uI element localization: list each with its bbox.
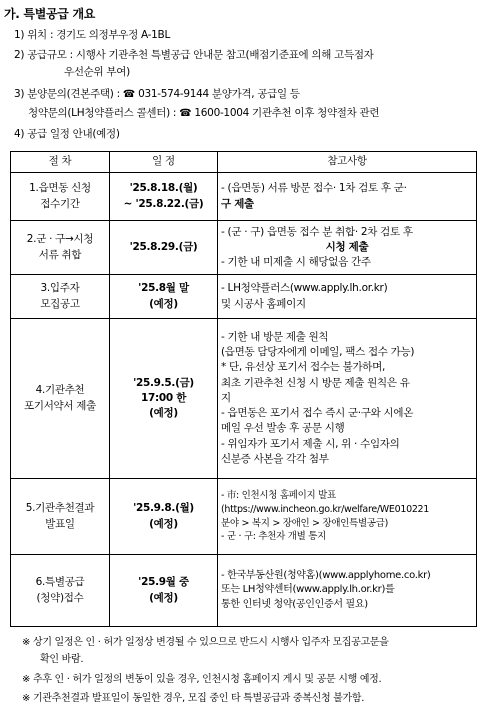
table-row <box>11 221 477 275</box>
step-cell: 2.군 · 구→시청 서류 취합 <box>11 221 110 275</box>
inquiry-line2-suffix: 1600-1004 기관추천 이후 청약절차 관련 <box>194 107 380 119</box>
schedule-table <box>10 151 477 627</box>
table-header-row <box>11 152 477 173</box>
inquiry-line1-suffix: 031-574-9144 분양가격, 공급일 등 <box>138 88 300 100</box>
phone-icon: ☎ <box>122 89 136 100</box>
inquiry-line1-prefix: 3) 분양문의(견본주택) : <box>14 88 120 100</box>
notes-cell: - 市: 인천시청 홈페이지 발표 (https://www.incheon.go.kr/welfare/WE010221 분야 > 복지 > 장애인 > 장애인특별공급) - 군 · 구: 추천자 개별 통지 <box>218 479 477 555</box>
section-title: 가. 특별공급 개요 <box>4 7 96 21</box>
phone-icon: ☎ <box>179 108 192 119</box>
overview-location: 1) 위치 : 경기도 의정부우정 A-1BL <box>14 29 171 41</box>
notes-cell: - (읍면동) 서류 방문 접수· 1차 검토 후 군· 구 제출 <box>218 173 477 221</box>
overview-inquiry-line1 <box>14 87 300 103</box>
step-cell: 3.입주자 모집공고 <box>11 275 110 319</box>
date-cell: '25.8.18.(월) ~ '25.8.22.(금) <box>110 173 218 221</box>
header-notes: 참고사항 <box>218 152 477 173</box>
inquiry-line2-prefix: 청약문의(LH청약플러스 콜센터) : <box>28 107 177 119</box>
notes-cell: - LH청약플러스(www.apply.lh.or.kr) 및 시공사 홈페이지 <box>218 275 477 319</box>
date-cell: '25.8.29.(금) <box>110 221 218 275</box>
overview-inquiry-line2 <box>28 106 379 122</box>
header-step: 절 차 <box>11 152 110 173</box>
date-cell: '25.9월 중 (예정) <box>110 555 218 627</box>
footnote: 확인 바람. <box>40 654 84 665</box>
notes-cell: - 기한 내 방문 제출 원칙 (읍면동 담당자에게 이메일, 팩스 접수 가능) * 단, 유선상 포기서 접수는 불가하며, 최초 기관추천 신청 시 방문 제출 원칙은 유 지 - 읍면동은 포기서 접수 즉시 군·구와 시에온 메일 우선 발송 후 공문 시행 - 위임자가 포기서 제출 시, 위 · 수임자의 신분증 사본을 각각 첨부 <box>218 319 477 479</box>
step-cell: 4.기관추천 포기서약서 제출 <box>11 319 110 479</box>
table-row <box>11 275 477 319</box>
footnote: ※ 추후 인 · 허가 일정의 변동이 있을 경우, 인천시청 홈페이지 게시 및 공문 시행 예정. <box>22 674 382 685</box>
table-row <box>11 173 477 221</box>
date-cell: '25.9.8.(월) (예정) <box>110 479 218 555</box>
notes-cell: - 한국부동산원(청약홈)(www.applyhome.co.kr) 또는 LH청약센터(www.apply.lh.or.kr)를 통한 인터넷 청약(공인인증서 필요) <box>218 555 477 627</box>
table-row <box>11 479 477 555</box>
step-cell: 5.기관추천결과 발표일 <box>11 479 110 555</box>
footnote: ※ 상기 일정은 인 · 허가 일정상 변경될 수 있으므로 반드시 시행사 입주자 모집공고문을 <box>22 637 389 648</box>
footnote: ※ 기관추천결과 발표일이 동일한 경우, 모집 중인 타 특별공급과 중복신청 불가함. <box>22 693 365 704</box>
step-cell: 6.특별공급 (청약)접수 <box>11 555 110 627</box>
notes-cell: - (군 · 구) 읍면동 접수 분 취합· 2차 검토 후 시청 제출 - 기한 내 미제출 시 해당없음 간주 <box>218 221 477 275</box>
step-cell: 1.읍면동 신청 접수기간 <box>11 173 110 221</box>
table-row <box>11 319 477 479</box>
overview-scale-line2: 우선순위 부여) <box>64 66 130 78</box>
overview-scale-line1: 2) 공급규모 : 시행사 기관추천 특별공급 안내문 참고(배점기준표에 의해 고득점자 <box>14 49 374 61</box>
date-cell: '25.8월 말 (예정) <box>110 275 218 319</box>
date-cell: '25.9.5.(금) 17:00 한 (예정) <box>110 319 218 479</box>
schedule-heading: 4) 공급 일정 안내(예정) <box>14 128 120 140</box>
header-date: 일 정 <box>110 152 218 173</box>
table-row <box>11 555 477 627</box>
